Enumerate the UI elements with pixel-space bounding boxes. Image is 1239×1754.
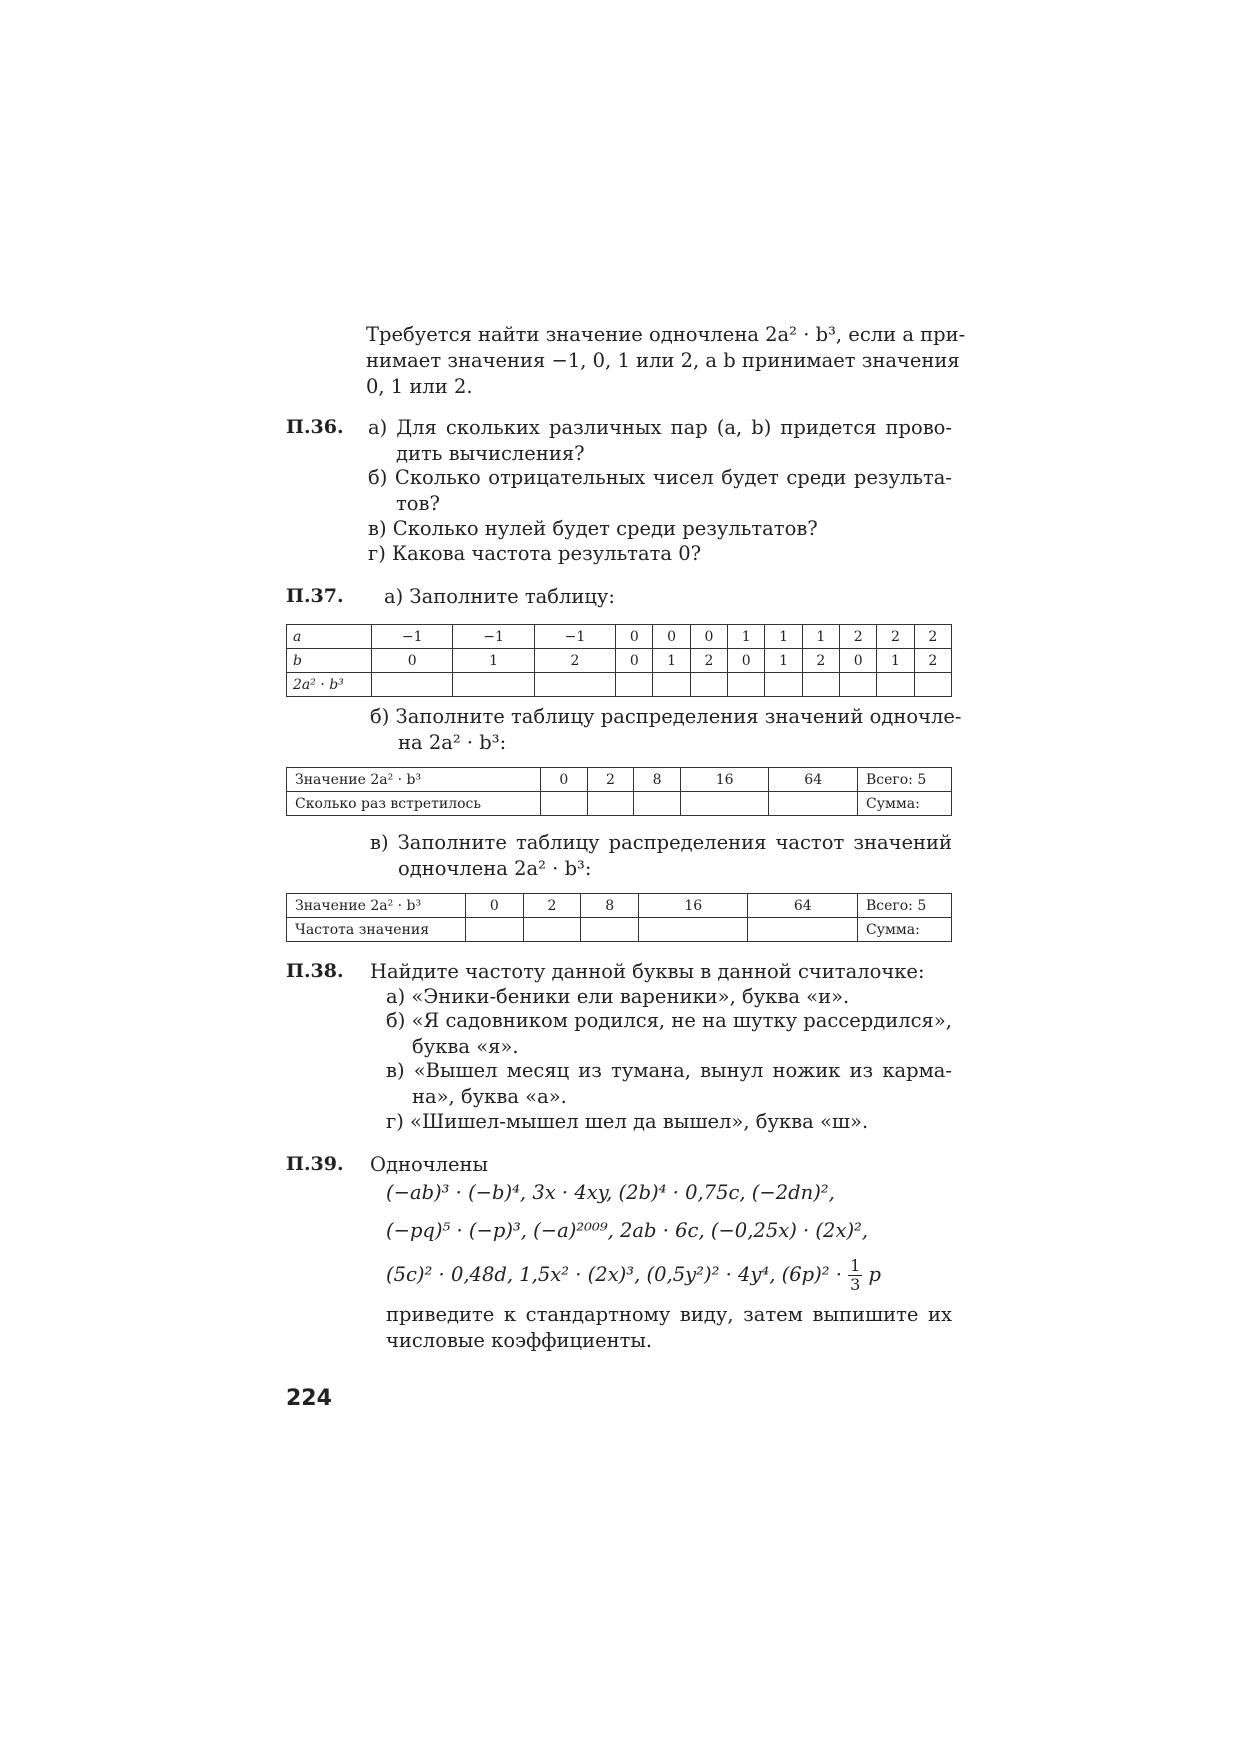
p36-d: г) Какова частота результата 0? bbox=[368, 542, 702, 565]
row-label-a: a bbox=[287, 625, 372, 649]
empty-cell[interactable] bbox=[634, 792, 681, 816]
frequency-table bbox=[286, 893, 952, 942]
monomials-line-1: (−ab)³ · (−b)⁴, 3x · 4xy, (2b)⁴ · 0,75c, (−2dn)², bbox=[386, 1181, 835, 1204]
p36-b-line-1: б) Сколько отрицательных чисел будет среди результа- bbox=[368, 466, 952, 489]
table-cell: 0 bbox=[466, 894, 524, 918]
fraction-one-third bbox=[848, 1257, 862, 1294]
row-header: Сколько раз встретилось bbox=[287, 792, 541, 816]
empty-cell[interactable] bbox=[616, 673, 653, 697]
empty-cell[interactable] bbox=[466, 918, 524, 942]
table-row-a bbox=[287, 625, 952, 649]
row-label-b: b bbox=[287, 649, 372, 673]
p38-c-line-1: в) «Вышел месяц из тумана, вынул ножик из карма- bbox=[386, 1059, 952, 1082]
fraction-numerator: 1 bbox=[850, 1256, 861, 1275]
row-header: Частота значения bbox=[287, 918, 466, 942]
empty-cell[interactable] bbox=[639, 918, 748, 942]
table-row bbox=[287, 792, 952, 816]
empty-cell[interactable] bbox=[372, 673, 453, 697]
sum-cell: Сумма: bbox=[858, 792, 952, 816]
monomials-line-2: (−pq)⁵ · (−p)³, (−a)²⁰⁰⁹, 2ab · 6c, (−0,25x) · (2x)², bbox=[386, 1219, 869, 1242]
problem-label-39: П.39. bbox=[286, 1153, 344, 1175]
problem-label-38: П.38. bbox=[286, 960, 344, 982]
table-cell: 2 bbox=[690, 649, 727, 673]
problem-label-37: П.37. bbox=[286, 585, 344, 607]
intro-line-2: нимает значения −1, 0, 1 или 2, а b принимает значения bbox=[366, 349, 960, 372]
p37-c-line-1: в) Заполните таблицу распределения частот значений bbox=[370, 831, 952, 854]
table-cell: 0 bbox=[616, 625, 653, 649]
empty-cell[interactable] bbox=[523, 918, 581, 942]
p37-b-line-1: б) Заполните таблицу распределения значений одночле- bbox=[370, 705, 962, 728]
empty-cell[interactable] bbox=[581, 918, 639, 942]
table-cell: 64 bbox=[769, 768, 858, 792]
table-row bbox=[287, 918, 952, 942]
table-cell: 2 bbox=[534, 649, 615, 673]
table-cell: 2 bbox=[802, 649, 839, 673]
table-cell: 2 bbox=[914, 649, 951, 673]
empty-cell[interactable] bbox=[840, 673, 877, 697]
fraction-denominator: 3 bbox=[850, 1275, 861, 1294]
p36-a-line-1: а) Для скольких различных пар (a, b) придется прово- bbox=[368, 416, 952, 439]
p38-a: а) «Эники-беники ели вареники», буква «и». bbox=[386, 985, 850, 1008]
table-cell: 64 bbox=[748, 894, 858, 918]
total-cell: Всего: 5 bbox=[858, 768, 952, 792]
monomials-line-3-text: (5c)² · 0,48d, 1,5x² · (2x)³, (0,5y²)² · 4y⁴, (6p)² · bbox=[386, 1263, 842, 1286]
table-cell: 1 bbox=[877, 649, 914, 673]
table-row bbox=[287, 894, 952, 918]
distribution-table bbox=[286, 767, 952, 816]
table-cell: 1 bbox=[653, 649, 690, 673]
table-cell: −1 bbox=[534, 625, 615, 649]
empty-cell[interactable] bbox=[690, 673, 727, 697]
empty-cell[interactable] bbox=[769, 792, 858, 816]
p39-intro: Одночлены bbox=[370, 1153, 489, 1176]
p37-b-line-2: на 2a² · b³: bbox=[398, 731, 507, 754]
page-number: 224 bbox=[286, 1386, 332, 1411]
empty-cell[interactable] bbox=[802, 673, 839, 697]
empty-cell[interactable] bbox=[877, 673, 914, 697]
table-cell: 0 bbox=[616, 649, 653, 673]
intro-line-3: 0, 1 или 2. bbox=[366, 375, 473, 398]
table-cell: 0 bbox=[541, 768, 588, 792]
table-cell: 1 bbox=[765, 649, 802, 673]
table-row-result bbox=[287, 673, 952, 697]
p36-b-line-2: тов? bbox=[396, 492, 440, 515]
empty-cell[interactable] bbox=[453, 673, 534, 697]
values-table bbox=[286, 624, 952, 697]
table-cell: 1 bbox=[728, 625, 765, 649]
table-cell: 0 bbox=[840, 649, 877, 673]
table-row bbox=[287, 768, 952, 792]
table-cell: 2 bbox=[587, 768, 634, 792]
table-cell: 8 bbox=[634, 768, 681, 792]
p36-c: в) Сколько нулей будет среди результатов? bbox=[368, 517, 818, 540]
table-cell: 2 bbox=[914, 625, 951, 649]
table-cell: 0 bbox=[372, 649, 453, 673]
empty-cell[interactable] bbox=[680, 792, 769, 816]
empty-cell[interactable] bbox=[765, 673, 802, 697]
empty-cell[interactable] bbox=[653, 673, 690, 697]
table-cell: −1 bbox=[372, 625, 453, 649]
p38-d: г) «Шишел-мышел шел да вышел», буква «ш». bbox=[386, 1110, 869, 1133]
empty-cell[interactable] bbox=[587, 792, 634, 816]
p36-a-line-2: дить вычисления? bbox=[396, 442, 585, 465]
table-cell: −1 bbox=[453, 625, 534, 649]
table-cell: 1 bbox=[765, 625, 802, 649]
p39-end-line-2: числовые коэффициенты. bbox=[386, 1329, 653, 1352]
empty-cell[interactable] bbox=[748, 918, 858, 942]
table-cell: 1 bbox=[802, 625, 839, 649]
table-cell: 16 bbox=[639, 894, 748, 918]
p38-b-line-1: б) «Я садовником родился, не на шутку рассердился», bbox=[386, 1009, 952, 1032]
table-cell: 0 bbox=[728, 649, 765, 673]
table-cell: 8 bbox=[581, 894, 639, 918]
empty-cell[interactable] bbox=[728, 673, 765, 697]
row-header: Значение 2a² · b³ bbox=[287, 894, 466, 918]
row-label-result: 2a² · b³ bbox=[287, 673, 372, 697]
p37-c-line-2: одночлена 2a² · b³: bbox=[398, 857, 592, 880]
p39-end-line-1: приведите к стандартному виду, затем выпишите их bbox=[386, 1303, 952, 1326]
table-cell: 0 bbox=[690, 625, 727, 649]
table-cell: 2 bbox=[523, 894, 581, 918]
p38-intro: Найдите частоту данной буквы в данной считалочке: bbox=[370, 960, 925, 983]
intro-line-1: Требуется найти значение одночлена 2a² · b³, если a при- bbox=[366, 323, 966, 346]
row-header: Значение 2a² · b³ bbox=[287, 768, 541, 792]
table-cell: 2 bbox=[840, 625, 877, 649]
table-cell: 2 bbox=[877, 625, 914, 649]
p38-c-line-2: на», буква «а». bbox=[412, 1085, 567, 1108]
p37-a: а) Заполните таблицу: bbox=[384, 585, 615, 608]
table-cell: 1 bbox=[453, 649, 534, 673]
empty-cell[interactable] bbox=[534, 673, 615, 697]
table-row-b bbox=[287, 649, 952, 673]
p38-b-line-2: буква «я». bbox=[412, 1035, 519, 1058]
monomials-line-3-end: p bbox=[868, 1263, 882, 1286]
table-cell: 0 bbox=[653, 625, 690, 649]
sum-cell: Сумма: bbox=[858, 918, 952, 942]
total-cell: Всего: 5 bbox=[858, 894, 952, 918]
empty-cell[interactable] bbox=[914, 673, 951, 697]
problem-label-36: П.36. bbox=[286, 416, 344, 438]
empty-cell[interactable] bbox=[541, 792, 588, 816]
monomials-line-3 bbox=[386, 1257, 881, 1294]
table-cell: 16 bbox=[680, 768, 769, 792]
